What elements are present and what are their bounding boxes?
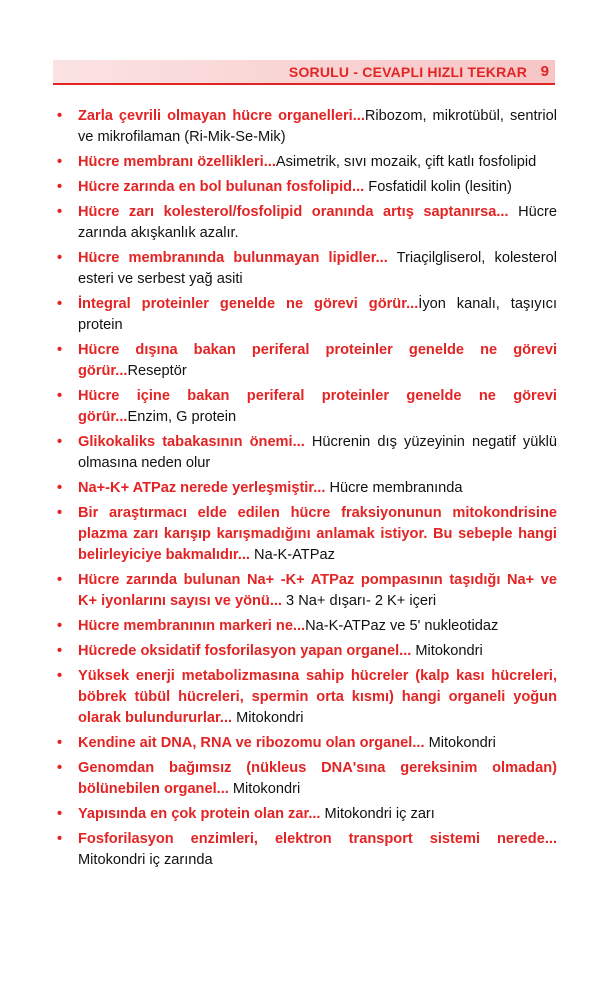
bullet-icon: • (57, 760, 63, 776)
answer-text: Asimetrik, sıvı mozaik, çift katlı fosfolipid (275, 154, 537, 170)
question-text: Hücre zarında bulunan Na+ -K+ ATPaz pompasının taşıdığı Na+ ve K+ iyonlarını sayısı ve yönü... (78, 572, 557, 609)
bullet-icon: • (57, 643, 63, 659)
bullet-icon: • (57, 831, 63, 847)
answer-text: Na-K-ATPaz (249, 547, 335, 563)
answer-text: Mitokondri (424, 735, 496, 751)
list-item (57, 503, 557, 566)
bullet-icon: • (57, 480, 63, 496)
question-text: Hücre membranının markeri ne... (78, 618, 306, 634)
bullet-icon: • (57, 296, 63, 312)
question-text: Hücre membranında bulunmayan lipidler... (78, 250, 388, 266)
bullet-icon: • (57, 154, 63, 170)
question-text: Yapısında en çok protein olan zar... (78, 806, 321, 822)
question-text: Yüksek enerji metabolizmasına sahip hücreler (kalp kası hücreleri, böbrek tübül hücreleri, spermin orta kısmı) hangi organeli yoğun olarak bulundururlar... (78, 668, 557, 726)
answer-text: Hücrenin dış yüzeyinin negatif yüklü olmasına neden olur (78, 434, 558, 471)
answer-text: Na-K-ATPaz ve 5' nukleotidaz (305, 618, 499, 634)
answer-text: Mitokondri iç zarında (78, 852, 213, 868)
question-text: Na+-K+ ATPaz nerede yerleşmiştir... (78, 480, 326, 496)
answer-text: İyon kanalı, taşıyıcı protein (78, 296, 557, 333)
bullet-icon: • (57, 668, 63, 684)
list-item (57, 666, 557, 729)
list-item (57, 177, 557, 198)
header-title: SORULU - CEVAPLI HIZLI TEKRAR (288, 64, 527, 80)
question-text: Hücrede oksidatif fosforilasyon yapan organel... (78, 643, 412, 659)
list-item (57, 386, 557, 428)
list-item (57, 432, 557, 474)
list-item (57, 340, 557, 382)
question-text: Hücre zarında en bol bulunan fosfolipid... (78, 179, 365, 195)
question-text: Kendine ait DNA, RNA ve ribozomu olan organel... (78, 735, 425, 751)
list-item (57, 733, 557, 754)
header-divider (53, 83, 555, 85)
answer-text: Hücre zarında akışkanlık azalır. (78, 204, 558, 241)
bullet-icon: • (57, 505, 63, 521)
question-text: İntegral proteinler genelde ne görevi görür... (78, 296, 419, 312)
question-text: Genomdan bağımsız (nükleus DNA'sına gereksinim olmadan) bölünebilen organel... (78, 760, 557, 797)
page-number: 9 (540, 63, 549, 80)
bullet-icon: • (57, 572, 63, 588)
list-item (57, 758, 557, 800)
answer-text: Reseptör (127, 363, 187, 379)
bullet-icon: • (57, 250, 63, 266)
answer-text: Mitokondri (228, 781, 301, 797)
list-item (57, 478, 557, 499)
question-text: Hücre zarı kolesterol/fosfolipid oranında artış saptanırsa... (78, 204, 509, 220)
list-item (57, 152, 557, 173)
list-item (57, 106, 557, 148)
bullet-icon: • (57, 618, 63, 634)
list-item (57, 294, 557, 336)
bullet-icon: • (57, 735, 63, 751)
list-item (57, 248, 557, 290)
answer-text: Fosfatidil kolin (lesitin) (364, 179, 512, 195)
question-text: Bir araştırmacı elde edilen hücre fraksiyonunun mitokondrisine plazma zarı karışıp karışmadığını anlamak istiyor. Bu sebeple hangi belirleyiciye bakmalıdır... (78, 505, 557, 563)
list-item (57, 616, 557, 637)
bullet-icon: • (57, 204, 63, 220)
list-item (57, 829, 557, 871)
bullet-icon: • (57, 108, 63, 124)
answer-text: 3 Na+ dışarı- 2 K+ içeri (282, 593, 437, 609)
bullet-icon: • (57, 179, 63, 195)
question-text: Glikokaliks tabakasının önemi... (78, 434, 305, 450)
answer-text: Triaçilgliserol, kolesterol esteri ve serbest yağ asiti (78, 250, 557, 287)
list-item (57, 804, 557, 825)
answer-text: Mitokondri iç zarı (320, 806, 435, 822)
bullet-icon: • (57, 388, 63, 404)
bullet-icon: • (57, 434, 63, 450)
question-list (57, 106, 557, 875)
list-item (57, 641, 557, 662)
answer-text: Hücre membranında (325, 480, 463, 496)
question-text: Fosforilasyon enzimleri, elektron transport sistemi nerede... (78, 831, 557, 847)
list-item (57, 570, 557, 612)
answer-text: Mitokondri (411, 643, 483, 659)
question-text: Hücre membranı özellikleri... (78, 154, 276, 170)
bullet-icon: • (57, 342, 63, 358)
question-text: Hücre içine bakan periferal proteinler genelde ne görevi görür... (78, 388, 557, 425)
bullet-icon: • (57, 806, 63, 822)
page-header (53, 60, 555, 83)
list-item (57, 202, 557, 244)
question-text: Hücre dışına bakan periferal proteinler genelde ne görevi görür... (78, 342, 557, 379)
question-text: Zarla çevrili olmayan hücre organelleri... (78, 108, 365, 124)
answer-text: Ribozom, mikrotübül, sentriol ve mikrofilaman (Ri-Mik-Se-Mik) (78, 108, 557, 145)
answer-text: Mitokondri (232, 710, 304, 726)
answer-text: Enzim, G protein (127, 409, 237, 425)
